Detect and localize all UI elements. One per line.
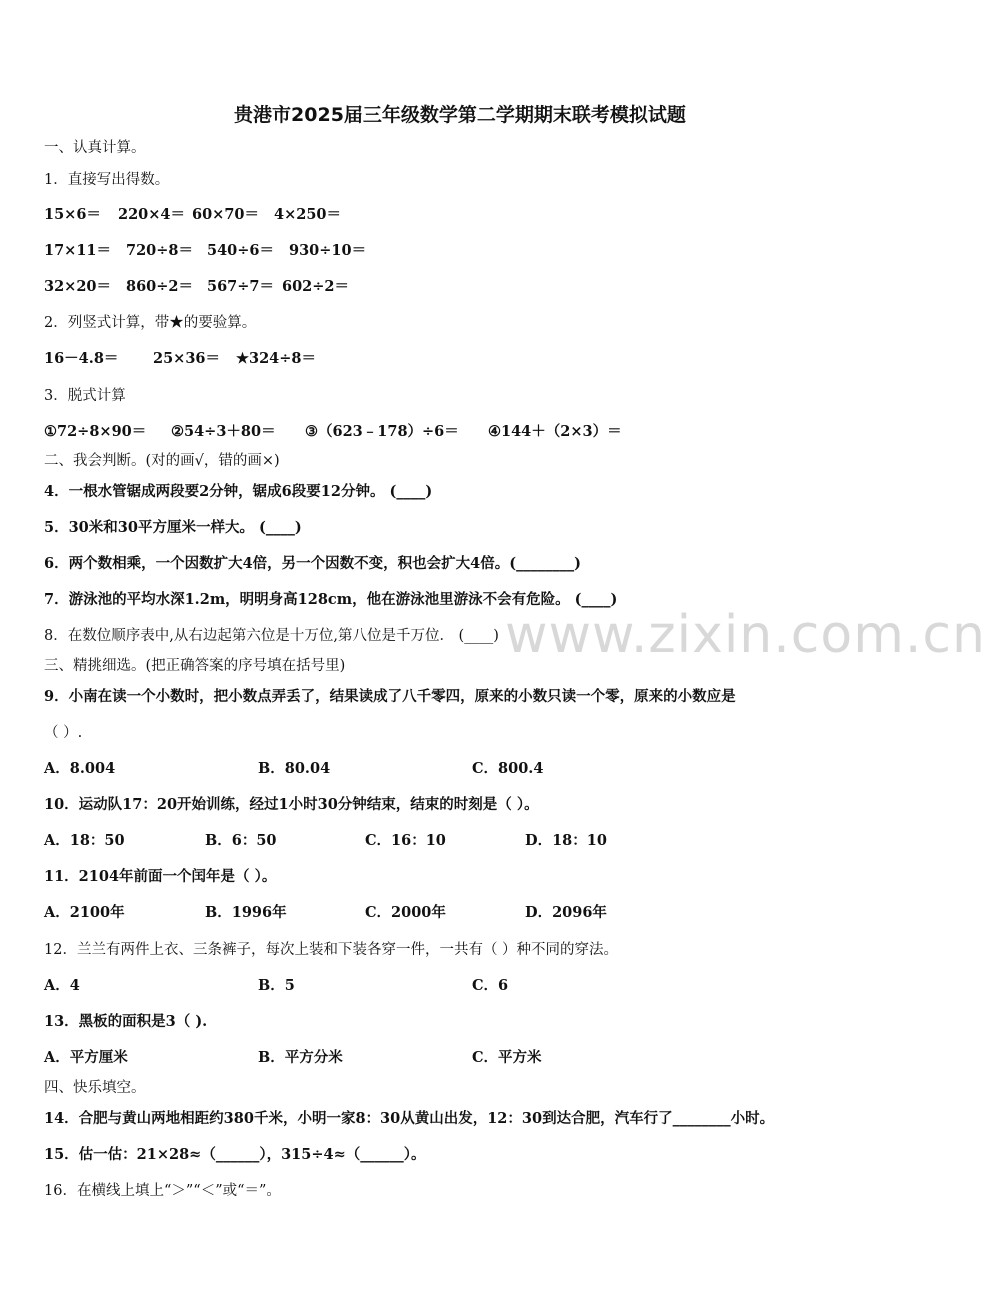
question-8: 8．在数位顺序表中,从右边起第六位是十万位,第八位是千万位． (____) bbox=[44, 628, 499, 644]
option: C．2000年 bbox=[365, 904, 446, 921]
option: A．18：50 bbox=[44, 832, 125, 849]
q1-item: 60×70＝ bbox=[192, 206, 260, 223]
question-9: 9．小南在读一个小数时，把小数点弄丢了，结果读成了八千零四，原来的小数只读一个零，原来的小数应是 bbox=[44, 688, 736, 705]
option: D．2096年 bbox=[525, 904, 607, 921]
q2-item: 16－4.8＝ bbox=[44, 350, 119, 367]
question-15: 15．估一估：21×28≈（______），315÷4≈（______）。 bbox=[44, 1146, 426, 1163]
option: A．平方厘米 bbox=[44, 1049, 128, 1066]
question-6: 6．两个数相乘，一个因数扩大4倍，另一个因数不变，积也会扩大4倍。(________) bbox=[44, 555, 581, 572]
section-3-heading: 三、精挑细选。(把正确答案的序号填在括号里) bbox=[44, 658, 346, 674]
q1-item: 602÷2＝ bbox=[282, 278, 350, 295]
q1-item: 720÷8＝ bbox=[126, 242, 194, 259]
q1-item: 860÷2＝ bbox=[126, 278, 194, 295]
question-5: 5．30米和30平方厘米一样大。 (____) bbox=[44, 519, 302, 536]
question-14: 14．合肥与黄山两地相距约380千米，小明一家8：30从黄山出发，12：30到达合肥，汽车行了________小时。 bbox=[44, 1110, 775, 1127]
option: A．2100年 bbox=[44, 904, 125, 921]
question-11: 11．2104年前面一个闰年是（ ）。 bbox=[44, 868, 277, 885]
option: D．18：10 bbox=[525, 832, 607, 849]
q1-item: 17×11＝ bbox=[44, 242, 112, 259]
option: B．6：50 bbox=[205, 832, 277, 849]
question-9-blank: （ ）. bbox=[44, 725, 83, 741]
page-title: 贵港市2025届三年级数学第二学期期末联考模拟试题 bbox=[234, 104, 686, 126]
q1-item: 4×250＝ bbox=[274, 206, 342, 223]
question-16: 16．在横线上填上“＞”“＜”或“＝”。 bbox=[44, 1183, 281, 1199]
question-4: 4．一根水管锯成两段要2分钟，锯成6段要12分钟。 (____) bbox=[44, 483, 433, 500]
option: C．800.4 bbox=[472, 760, 544, 777]
question-10: 10．运动队17：20开始训练，经过1小时30分钟结束，结束的时刻是（ ）。 bbox=[44, 796, 539, 813]
q3-item: ①72÷8×90＝ bbox=[44, 423, 147, 440]
option: A．8.004 bbox=[44, 760, 116, 777]
option: B．平方分米 bbox=[258, 1049, 343, 1066]
q1-item: 15×6＝ bbox=[44, 206, 101, 223]
q1-item: 930÷10＝ bbox=[289, 242, 367, 259]
q2-item: 25×36＝ bbox=[153, 350, 221, 367]
option: C．6 bbox=[472, 977, 509, 994]
question-7: 7．游泳池的平均水深1.2m，明明身高128cm，他在游泳池里游泳不会有危险。 (____) bbox=[44, 591, 618, 608]
question-3: 3．脱式计算 bbox=[44, 388, 126, 404]
question-13: 13．黑板的面积是3（ ). bbox=[44, 1013, 208, 1030]
q1-item: 540÷6＝ bbox=[207, 242, 275, 259]
question-12: 12．兰兰有两件上衣、三条裤子，每次上装和下装各穿一件，一共有（ ）种不同的穿法。 bbox=[44, 942, 619, 958]
option: C．16：10 bbox=[365, 832, 446, 849]
q3-item: ③（623﹣178）÷6＝ bbox=[305, 423, 459, 440]
q1-item: 567÷7＝ bbox=[207, 278, 275, 295]
q1-item: 220×4＝ bbox=[118, 206, 186, 223]
option: B．1996年 bbox=[205, 904, 287, 921]
question-2: 2．列竖式计算，带★的要验算。 bbox=[44, 315, 257, 331]
option: A．4 bbox=[44, 977, 80, 994]
option: B．5 bbox=[258, 977, 295, 994]
section-4-heading: 四、快乐填空。 bbox=[44, 1080, 146, 1096]
section-2-heading: 二、我会判断。(对的画√，错的画×) bbox=[44, 453, 280, 469]
q1-item: 32×20＝ bbox=[44, 278, 112, 295]
option: B．80.04 bbox=[258, 760, 331, 777]
q3-item: ②54÷3＋80＝ bbox=[171, 423, 276, 440]
section-1-heading: 一、认真计算。 bbox=[44, 140, 146, 156]
q3-item: ④144＋（2×3）＝ bbox=[488, 423, 622, 440]
option: C．平方米 bbox=[472, 1049, 542, 1066]
watermark: www.zixin.com.cn bbox=[505, 605, 986, 665]
question-1: 1．直接写出得数。 bbox=[44, 172, 170, 188]
q2-item: ★324÷8＝ bbox=[236, 350, 317, 367]
